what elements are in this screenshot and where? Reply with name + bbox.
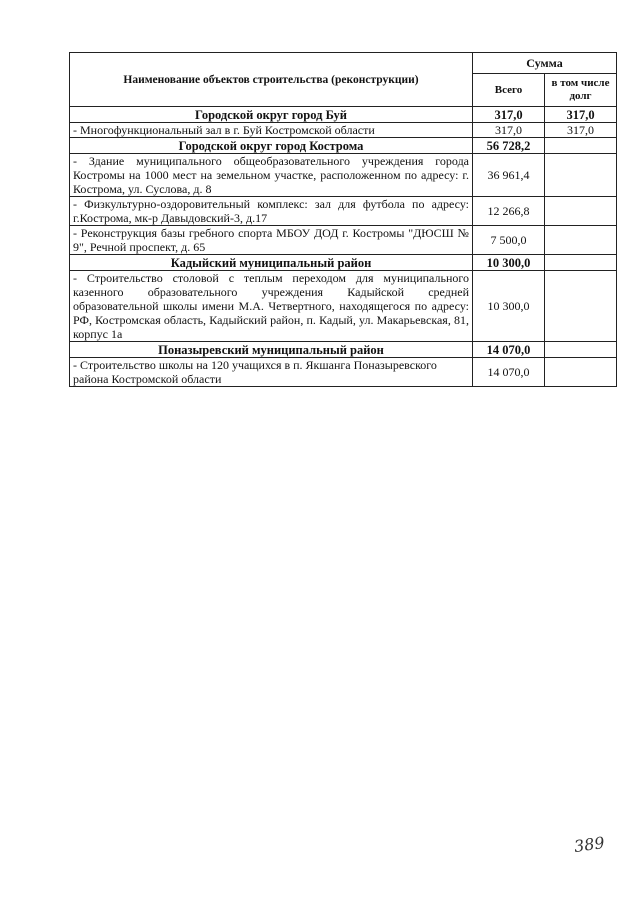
object-debt: 317,0	[545, 123, 617, 138]
object-name: - Здание муниципального общеобразовательного учреждения города Костромы на 1000 мест на земельном участке, расположенном по адресу: г. Кострома, ул. Суслова, д. 8	[70, 154, 473, 197]
section-total: 56 728,2	[473, 138, 545, 154]
construction-objects-table	[69, 52, 617, 387]
object-debt	[545, 197, 617, 226]
section-row	[70, 138, 617, 154]
object-total: 14 070,0	[473, 358, 545, 387]
table-row	[70, 358, 617, 387]
section-total: 14 070,0	[473, 342, 545, 358]
table-row	[70, 271, 617, 342]
object-total: 10 300,0	[473, 271, 545, 342]
section-row	[70, 255, 617, 271]
header-object-name: Наименование объектов строительства (реконструкции)	[70, 53, 473, 107]
object-total: 36 961,4	[473, 154, 545, 197]
section-debt	[545, 342, 617, 358]
table-row	[70, 197, 617, 226]
header-debt: в том числе долг	[545, 74, 617, 107]
section-name: Городской округ город Буй	[70, 107, 473, 123]
header-sum: Сумма	[473, 53, 617, 74]
section-total: 10 300,0	[473, 255, 545, 271]
section-name: Поназыревский муниципальный район	[70, 342, 473, 358]
header-total: Всего	[473, 74, 545, 107]
object-total: 317,0	[473, 123, 545, 138]
section-name: Городской округ город Кострома	[70, 138, 473, 154]
section-row	[70, 107, 617, 123]
object-name: - Реконструкция базы гребного спорта МБОУ ДОД г. Костромы "ДЮСШ № 9", Речной проспект, д. 65	[70, 226, 473, 255]
object-debt	[545, 271, 617, 342]
object-name: - Физкультурно-оздоровительный комплекс: зал для футбола по адресу: г.Кострома, мк-р Давыдовский-3, д.17	[70, 197, 473, 226]
page-number: 389	[572, 832, 606, 857]
object-debt	[545, 154, 617, 197]
section-total: 317,0	[473, 107, 545, 123]
table-row	[70, 154, 617, 197]
section-debt: 317,0	[545, 107, 617, 123]
table-body	[70, 107, 617, 387]
section-debt	[545, 138, 617, 154]
object-name: - Многофункциональный зал в г. Буй Костромской области	[70, 123, 473, 138]
object-total: 12 266,8	[473, 197, 545, 226]
section-name: Кадыйский муниципальный район	[70, 255, 473, 271]
section-debt	[545, 255, 617, 271]
section-row	[70, 342, 617, 358]
table-row	[70, 226, 617, 255]
object-debt	[545, 226, 617, 255]
object-total: 7 500,0	[473, 226, 545, 255]
object-name: - Строительство школы на 120 учащихся в п. Якшанга Поназыревского района Костромской области	[70, 358, 473, 387]
object-name: - Строительство столовой с теплым переходом для муниципального казенного образовательного учреждения Кадыйской средней образовательной школы имени М.А. Четвертного, находящегося по адресу: РФ, Костромская область, Кадыйский район, п. Кадый, ул. Макарьевская, 81, корпус 1а	[70, 271, 473, 342]
table-row	[70, 123, 617, 138]
table-header	[70, 53, 617, 107]
object-debt	[545, 358, 617, 387]
